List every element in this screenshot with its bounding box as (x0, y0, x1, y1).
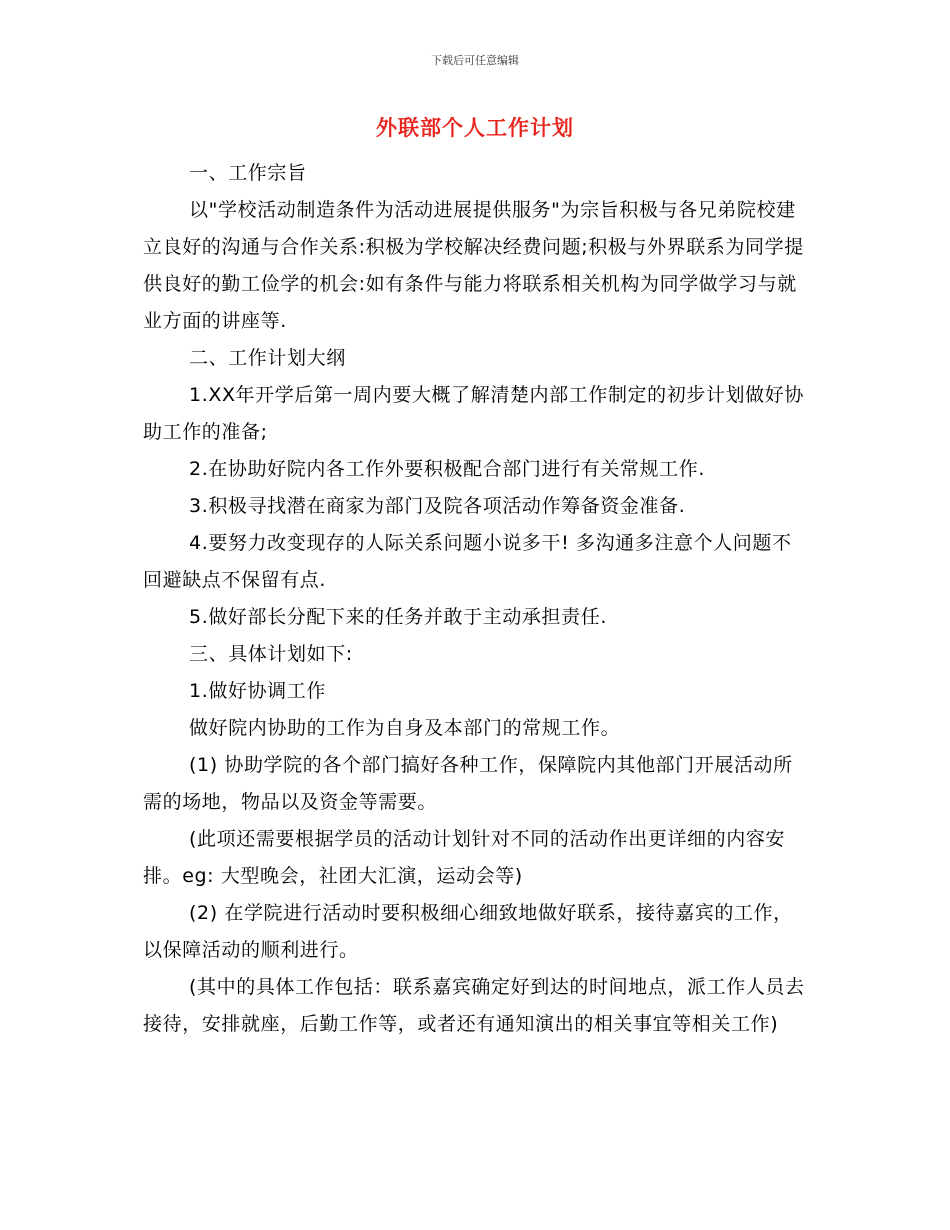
section-heading-outline: 二、工作计划大纲 (189, 347, 346, 369)
document-body (143, 155, 808, 1043)
outline-item-1: 1.XX年开学后第一周内要大概了解清楚内部工作制定的初步计划做好协助工作的准备; (143, 384, 804, 443)
outline-item-2: 2.在协助好院内各工作外要积极配合部门进行有关常规工作. (189, 458, 705, 480)
paragraph-purpose: 以"学校活动制造条件为活动进展提供服务"为宗旨积极与各兄弟院校建立良好的沟通与合作关系:积极为学校解决经费问题;积极与外界联系为同学提供良好的勤工俭学的机会:如有条件与能力将联系相关机构为同学做学习与就业方面的讲座等. (143, 199, 804, 332)
detail-subheading-coordination: 1.做好协调工作 (189, 680, 326, 702)
detail-note-2: (其中的具体工作包括：联系嘉宾确定好到达的时间地点，派工作人员去接待，安排就座，后勤工作等，或者还有通知演出的相关事宜等相关工作) (143, 976, 805, 1035)
page-header-note: 下载后可任意编辑 (431, 54, 519, 67)
outline-item-5: 5.做好部长分配下来的任务并敢于主动承担责任. (189, 606, 607, 628)
paragraph-coordination-intro: 做好院内协助的工作为自身及本部门的常规工作。 (189, 717, 621, 739)
outline-item-4: 4.要努力改变现存的人际关系问题小说多干! 多沟通多注意个人问题不回避缺点不保留有点. (143, 532, 792, 591)
section-heading-details: 三、具体计划如下: (189, 643, 353, 665)
detail-item-1: (1) 协助学院的各个部门搞好各种工作，保障院内其他部门开展活动所需的场地，物品以及资金等需要。 (143, 754, 793, 813)
document-title: 外联部个人工作计划 (376, 116, 574, 140)
detail-note-1: (此项还需要根据学员的活动计划针对不同的活动作出更详细的内容安排。eg: 大型晚会，社团大汇演，运动会等) (143, 828, 786, 887)
section-heading-purpose: 一、工作宗旨 (189, 162, 307, 184)
detail-item-2: (2) 在学院进行活动时要积极细心细致地做好联系，接待嘉宾的工作，以保障活动的顺利进行。 (143, 902, 793, 961)
outline-item-3: 3.积极寻找潜在商家为部门及院各项活动作筹备资金准备. (189, 495, 686, 517)
